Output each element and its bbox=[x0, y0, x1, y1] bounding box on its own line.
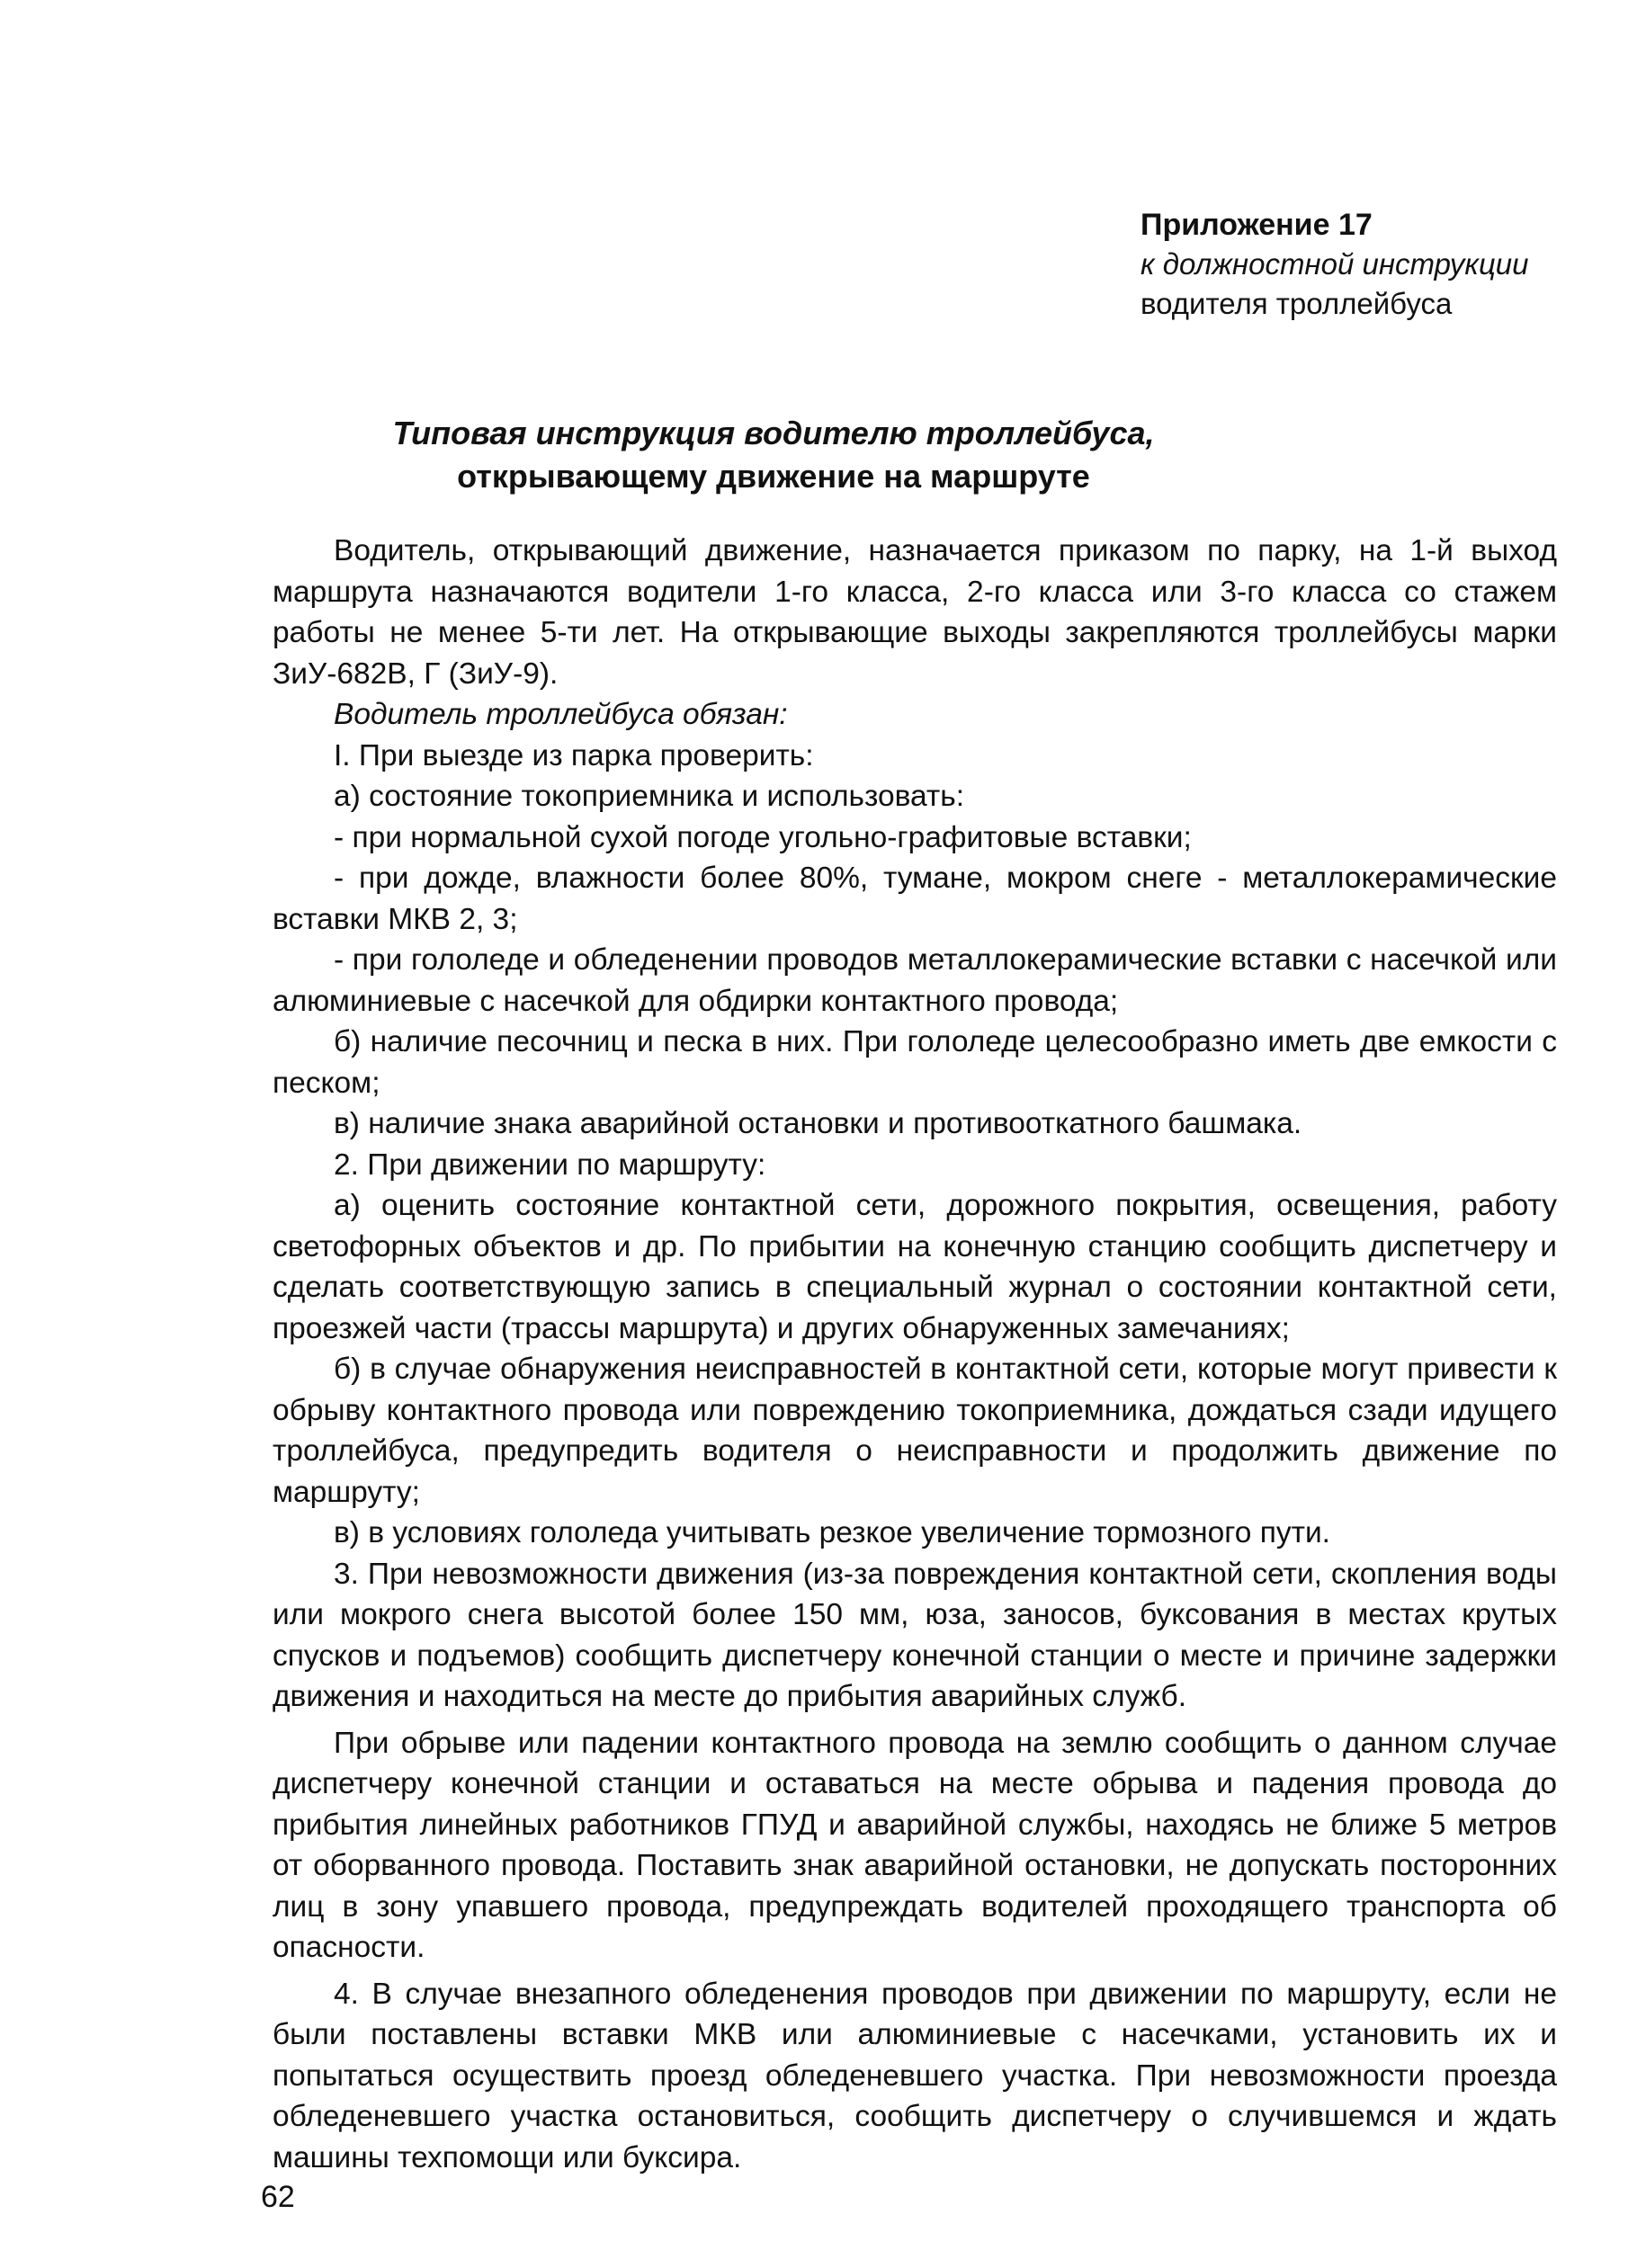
paragraph-section-3: 3. При невозможности движения (из-за повреждения контактной сети, скопления воды или мокрого снега высотой более 150 мм, юза, заносов, буксования в местах крутых спусков и подъемов) сообщить диспетчеру конечной станции о месте и причине задержки движения и находиться на месте до прибытия аварийных служб. bbox=[273, 1557, 1557, 1713]
paragraph-2b: б) в случае обнаружения неисправностей в контактной сети, которые могут привести к обрыву контактного провода или повреждению токоприемника, дождаться сзади идущего троллейбуса, предупредить водителя о неисправности и продолжить движение по маршруту; bbox=[273, 1353, 1557, 1509]
paragraph-intro: Водитель, открывающий движение, назначается приказом по парку, на 1-й выход маршрута назначаются водители 1-го класса, 2-го класса или 3-го класса со стажем работы не менее 5-ти лет. На открывающие выходы закрепляются троллейбусы марки ЗиУ-682В, Г (ЗиУ-9). bbox=[273, 534, 1557, 691]
paragraph-section-4: 4. В случае внезапного обледенения проводов при движении по маршруту, если не были поставлены вставки МКВ или алюминиевые с насечками, установить их и попытаться осуществить проезд обледеневшего участка. При невозможности проезда обледеневшего участка остановиться, сообщить диспетчеру о случившемся и ждать машины техпомощи или буксира. bbox=[273, 1977, 1557, 2174]
document-body bbox=[273, 531, 1557, 2178]
paragraph-1c: в) наличие знака аварийной остановки и противооткатного башмака. bbox=[334, 1107, 1302, 1140]
title-line-2: открывающему движение на маршруте bbox=[457, 458, 1090, 495]
paragraph-section-2: 2. При движении по маршруту: bbox=[334, 1147, 766, 1182]
title-line-1: Типовая инструкция водителю троллейбуса, bbox=[392, 415, 1155, 451]
paragraph-1b: б) наличие песочниц и песка в них. При гололеде целесообразно иметь две емкости с песком; bbox=[273, 1025, 1557, 1100]
paragraph-1a-rain: - при дожде, влажности более 80%, тумане, мокром снеге - металлокерамические вставки МКВ 2, 3; bbox=[273, 862, 1557, 936]
paragraph-2c: в) в условиях гололеда учитывать резкое увеличение тормозного пути. bbox=[334, 1516, 1330, 1549]
paragraph-1a: а) состояние токоприемника и использовать: bbox=[334, 780, 964, 813]
paragraph-1a-dry: - при нормальной сухой погоде угольно-графитовые вставки; bbox=[334, 820, 1192, 854]
appendix-header bbox=[1141, 205, 1590, 324]
paragraph-wire-break: При обрыве или падении контактного провода на землю сообщить о данном случае диспетчеру конечной станции и оставаться на месте обрыва и падения провода до прибытия линейных работников ГПУД и аварийной службы, находясь не ближе 5 метров от оборванного провода. Поставить знак аварийной остановки, не допускать посторонних лиц в зону упавшего провода, предупреждать водителей проходящего транспорта об опасности. bbox=[273, 1726, 1557, 1964]
paragraph-section-1: I. При выезде из парка проверить: bbox=[334, 738, 814, 772]
paragraph-obligations-heading: Водитель троллейбуса обязан: bbox=[334, 698, 788, 731]
paragraph-2a: а) оценить состояние контактной сети, дорожного покрытия, освещения, работу светофорных объектов и др. По прибытии на конечную станцию сообщить диспетчеру и сделать соответствующую запись в специальный журнал о состоянии контактной сети, проезжей части (трассы маршрута) и других обнаруженных замечаниях; bbox=[273, 1189, 1557, 1345]
document-title bbox=[270, 412, 1277, 498]
paragraph-1a-ice: - при гололеде и обледенении проводов металлокерамические вставки с насечкой или алюминиевые с насечкой для обдирки контактного провода; bbox=[273, 943, 1557, 1018]
appendix-subtitle-line-1: к должностной инструкции bbox=[1141, 247, 1529, 281]
appendix-subtitle-line-2: водителя троллейбуса bbox=[1141, 287, 1453, 320]
page-number: 62 bbox=[261, 2180, 295, 2214]
appendix-number: Приложение 17 bbox=[1141, 208, 1373, 242]
